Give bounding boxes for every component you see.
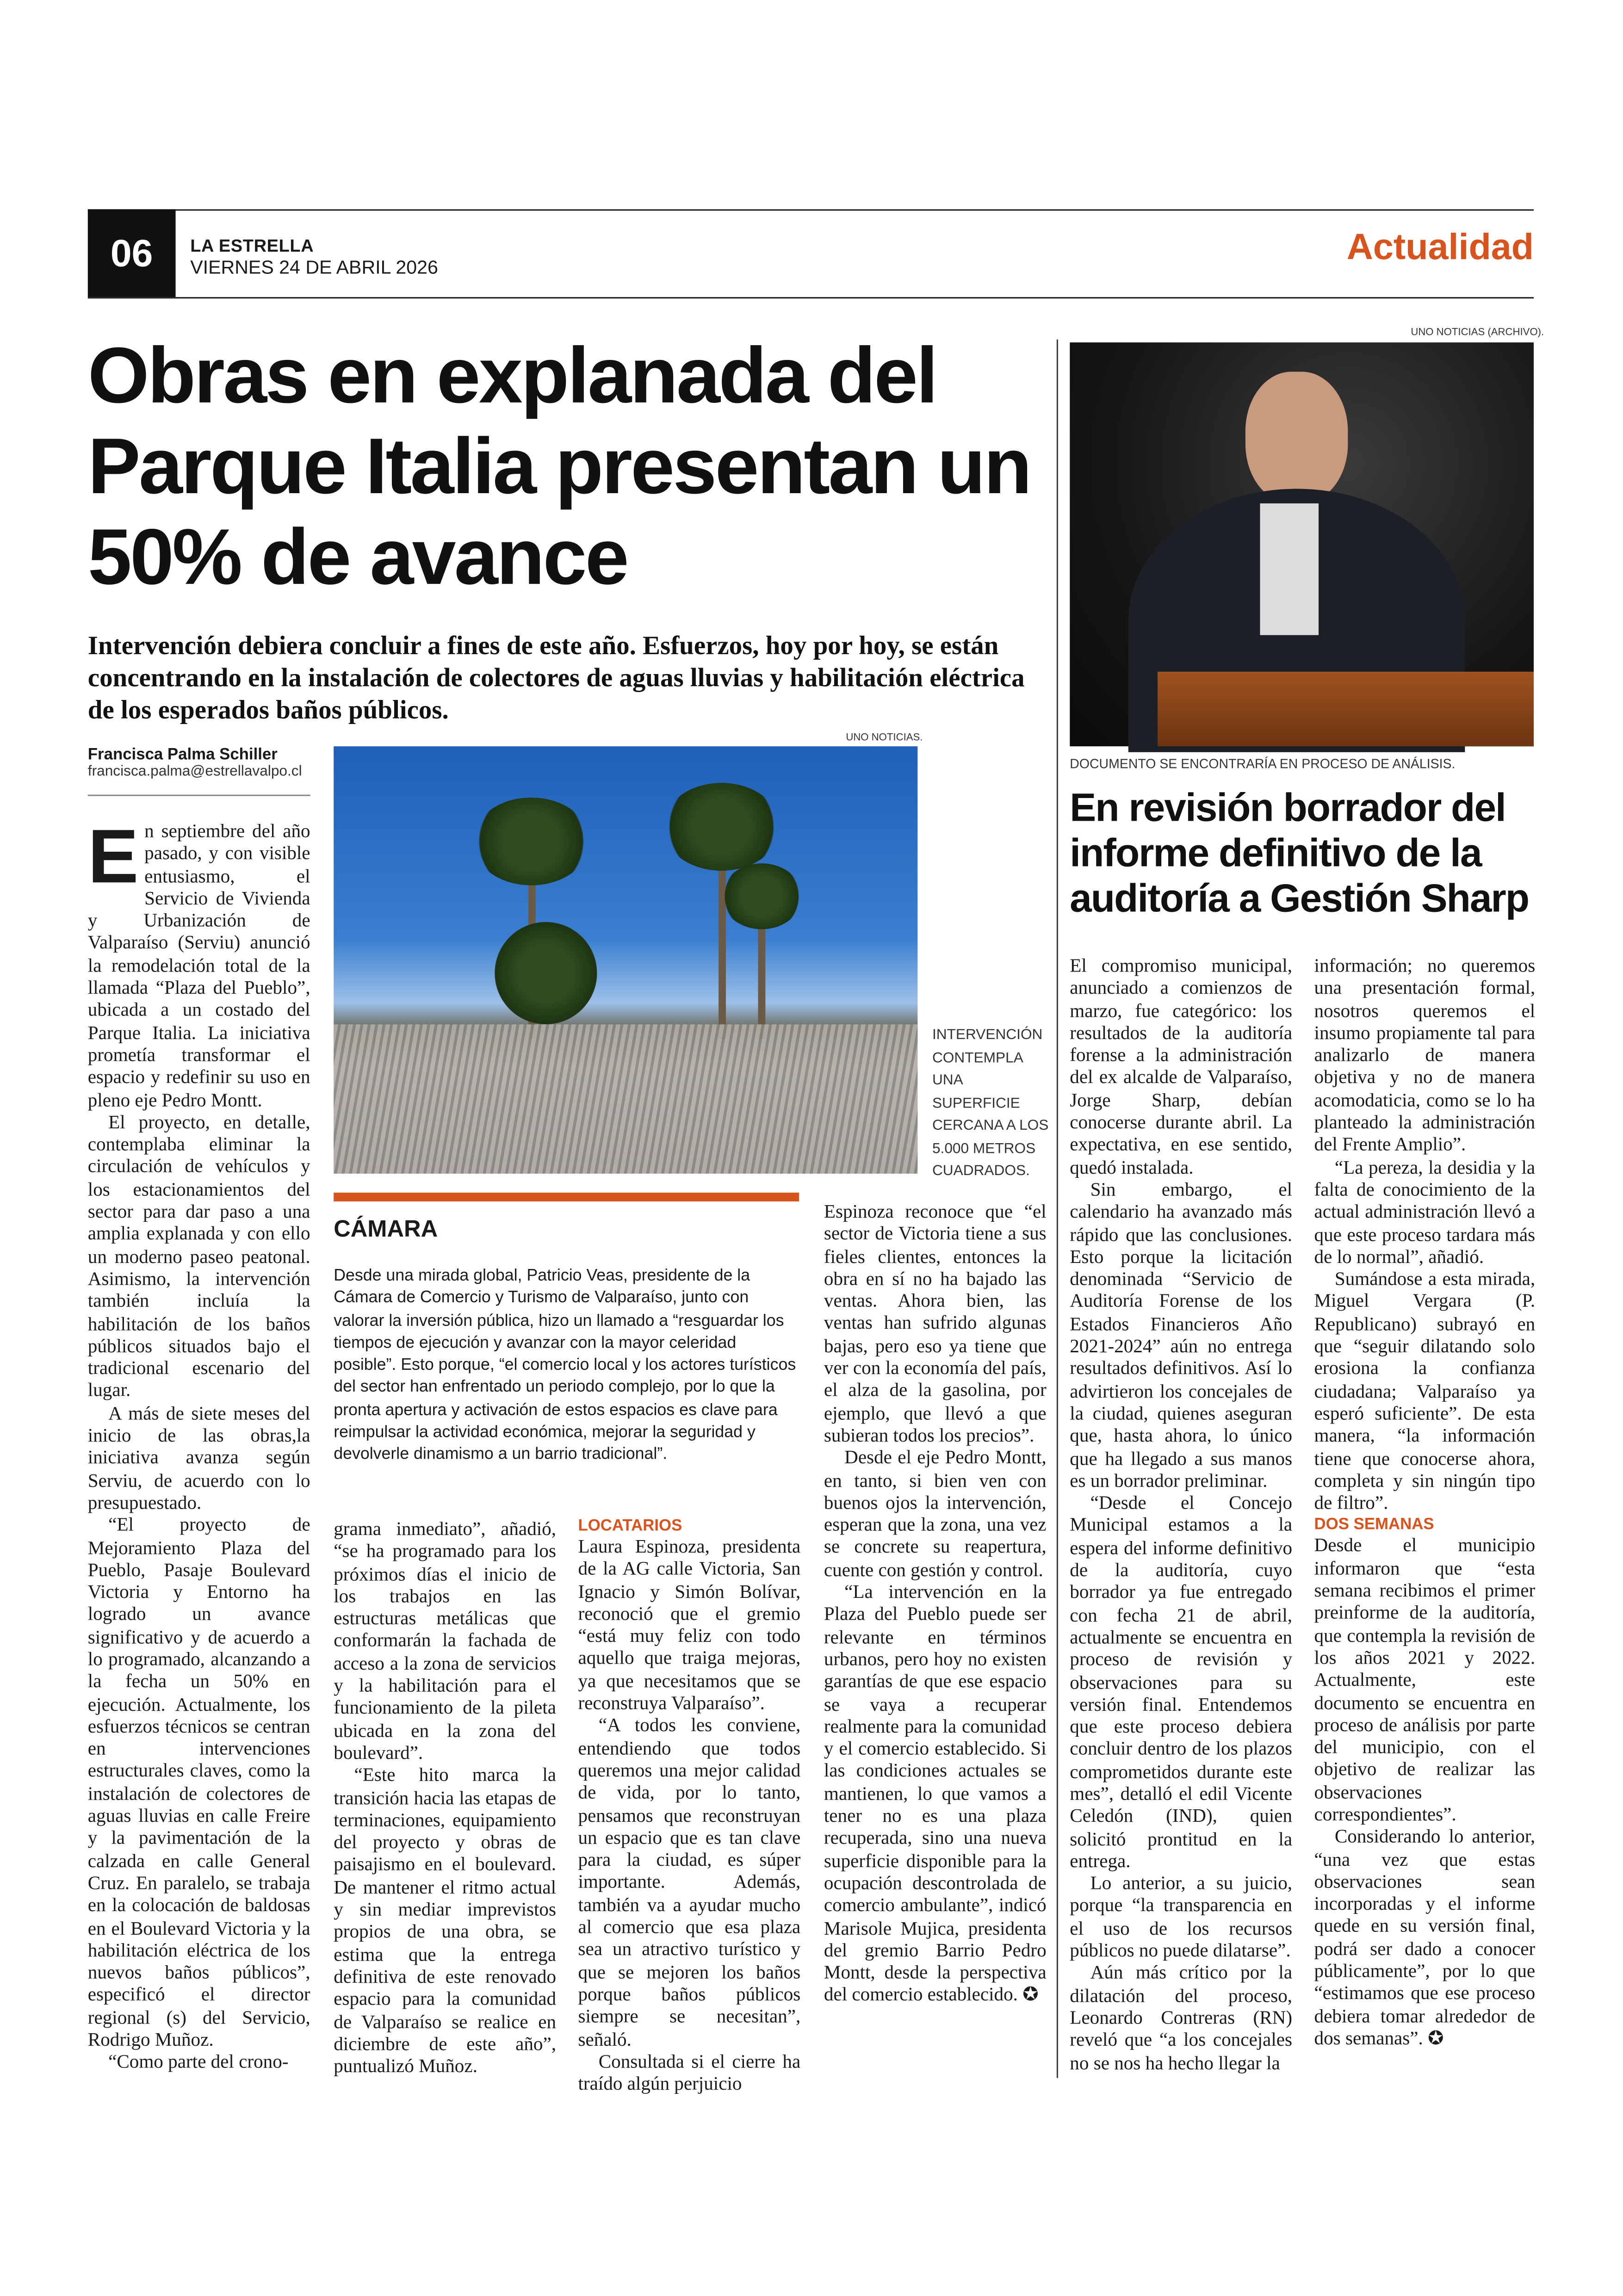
- paragraph-list: [1070, 954, 1292, 2073]
- paragraph: “La intervención en la Plaza del Pueblo puede ser relevante en términos urbanos, pero hoy no existen garantías de que ese espacio se vaya a recuperar realmente para la comunidad y el comercio establecido. Si las condiciones actuales se mantienen, lo que vamos a tener no es una plaza recuperada, sino una nueva superficie disponible para la ocupación descontrolada de comercio ambulante”, indicó Marisole Mujica, presidenta del gremio Barrio Pedro Montt, desde la perspectiva del comercio establecido. ✪: [824, 1580, 1047, 2005]
- box-accent-bar: [334, 1193, 799, 1201]
- paragraph-list: [334, 1517, 556, 2077]
- paper-name: LA ESTRELLA: [190, 235, 314, 256]
- paragraph: “Como parte del crono-: [108, 2050, 289, 2073]
- paragraph-list: [578, 1535, 800, 2095]
- paragraph-list: [1314, 954, 1536, 1514]
- paragraph: Considerando lo anterior, “una vez que estas observaciones sean incorporadas y el informe quede en su versión final, podrá ser dado a conocer públicamente”, por lo que “estimamos que ese proceso debiera tomar alrededor de dos semanas”. ✪: [1314, 1825, 1536, 2049]
- plaza-photo: [334, 746, 917, 1174]
- side-column-1: [1070, 954, 1292, 2081]
- paragraph: Espinoza reconoce que “el sector de Victoria tiene a sus fieles clientes, entonces la obra en sí no ha bajado las ventas. Ahora bien, las ventas han sufrido algunas bajas, pero eso ya tiene que ver con la economía del país, el alza de la gasolina, por ejemplo, que llevó a que subieran todos los precios”.: [824, 1200, 1047, 1446]
- paragraph: información; no queremos una presentación formal, nosotros queremos el insumo propiamente tal para analizarlo de manera objetiva y no de manera acomodaticia, como se lo ha planteado la administración del Frente Amplio”.: [1314, 954, 1536, 1155]
- box-title: CÁMARA: [334, 1217, 438, 1243]
- paragraph: Lo anterior, a su juicio, porque “la transparencia en el uso de los recursos públicos no puede dilatarse”.: [1070, 1872, 1293, 1961]
- main-column-1: [87, 815, 310, 2081]
- paragraph: Sin embargo, el calendario ha avanzado más rápido que las conclusiones. Esto porque la licitación denominada “Servicio de Auditoría Forense de los Estados Financieros Año 2021-2024” aún no entrega resultados definitivos. Así lo advirtieron los concejales de la ciudad, quienes aseguran que, hasta ahora, lo único que ha llegado a sus manos es un borrador preliminar.: [1070, 1178, 1293, 1491]
- byline-name: Francisca Palma Schiller: [87, 746, 278, 764]
- byline-email[interactable]: francisca.palma@estrellavalpo.cl: [87, 764, 302, 780]
- paragraph: Desde el municipio informaron que “esta semana recibimos el primer preinforme de la auditoría, que contempla la revisión de los años 2021 y 2022. Actualmente, este documento se encuentra en proceso de análisis por parte del municipio, con el objetivo de realizar las observaciones correspondientes”.: [1314, 1534, 1536, 1825]
- main-column-3: [578, 1515, 801, 2094]
- main-column-4: [824, 1200, 1047, 2081]
- paragraph: El compromiso municipal, anunciado a comienzos de marzo, fue categórico: los resultados de la auditoría forense a la administración del ex alcalde de Valparaíso, Jorge Sharp, debían conocerse durante abril. La expectativa, en ese sentido, quedó instalada.: [1070, 954, 1293, 1178]
- top-rule: [88, 209, 1534, 210]
- subheading-dos-semanas: DOS SEMANAS: [1314, 1516, 1434, 1535]
- paragraph: “Desde el Concejo Municipal estamos a la espera del informe definitivo de la auditoría, cuyo borrador ya fue entregado con fecha 21 de abril, actualmente se encuentra en proceso de revisión y observaciones para su versión final. Entendemos que este proceso debiera concluir dentro de los plazos comprometidos durante este mes”, detalló el edil Vicente Celedón (IND), quien solicitó prontitud en la entrega.: [1070, 1491, 1293, 1872]
- side-photo-credit: UNO NOTICIAS (ARCHIVO).: [1411, 328, 1544, 338]
- speaker-photo-caption: DOCUMENTO SE ENCONTRARÍA EN PROCESO DE ANÁLISIS.: [1070, 756, 1456, 772]
- byline-divider: [88, 795, 310, 796]
- subheading-locatarios: LOCATARIOS: [578, 1517, 682, 1535]
- main-subhead: Intervención debiera concluir a fines de este año. Esfuerzos, hoy por hoy, se están concentrando en la instalación de colectores de aguas lluvias y habilitación eléctrica de los esperados baños públicos.: [87, 631, 1025, 724]
- photo-credit: UNO NOTICIAS.: [846, 733, 923, 743]
- main-column-2: [334, 1517, 556, 2081]
- paragraph: “Este hito marca la transición hacia las etapas de terminaciones, equipamiento del proyecto y obras de paisajismo en el boulevard. De mantener el ritmo actual y sin mediar imprevistos propios de una obra, se estima que la entrega definitiva de este renovado espacio para la comunidad de Valparaíso se realice en diciembre de este año”, puntualizó Muñoz.: [334, 1764, 557, 2077]
- issue-date: VIERNES 24 DE ABRIL 2026: [190, 256, 438, 278]
- header-bottom-rule: [88, 297, 1534, 298]
- dropcap: E: [87, 815, 139, 900]
- paragraph: “El proyecto de Mejoramiento Plaza del Pueblo, Pasaje Boulevard Victoria y Entorno ha logrado un avance significativo y de acuerdo a lo programado, alcanzando a la fecha un 50% en ejecución. Actualmente, los esfuerzos técnicos se centran en intervenciones estructurales claves, como la instalación de colectores de aguas lluvias en calle Freire y la pavimentación de la calzada en calle General Cruz. En paralelo, se trabaja en la colocación de baldosas en el Boulevard Victoria y la habilitación eléctrica de los nuevos baños públicos”, especificó el director regional (s) del Servicio, Rodrigo Muñoz.: [87, 1513, 310, 2050]
- box-text: Desde una mirada global, Patricio Veas, presidente de la Cámara de Comercio y Turismo de Valparaíso, junto con valorar la inversión pública, hizo un llamado a “resguardar los tiempos de ejecución y avanzar con la mayor celeridad posible”. Esto porque, “el comercio local y los actores turísticos del sector han enfrentado un periodo complejo, por lo que la pronta apertura y activación de estos espacios es clave para reimpulsar la actividad económica, mejorar la seguridad y devolverle dinamismo a un barrio tradicional”.: [334, 1267, 796, 1464]
- paragraph: El proyecto, en detalle, contemplaba eliminar la circulación de vehículos y los estacionamientos del sector para dar paso a una amplia explanada y con ello un moderno paseo peatonal. Asimismo, la intervención también incluía la habilitación de los baños públicos situados bajo el tradicional escenario del lugar.: [87, 1110, 310, 1401]
- column-divider: [1057, 340, 1058, 2078]
- paragraph: “A todos les conviene, entendiendo que todos queremos una mejor calidad de vida, por lo tanto, pensamos que reconstruyan un espacio que es tan clave para la ciudad, es súper importante. Además, también va a ayudar mucho al comercio que esa plaza sea un atractivo turístico y que se mejoren los baños porque baños públicos siempre se necesitan”, señaló.: [578, 1714, 801, 2050]
- paragraph: “La pereza, la desidia y la falta de conocimiento de la actual administración llevó a que este proceso tardara más de lo normal”, añadió.: [1314, 1155, 1536, 1267]
- paragraph: Desde el eje Pedro Montt, en tanto, si bien ven con buenos ojos la intervención, esperan que la zona, una vez se concrete su reapertura, cuente con gestión y control.: [824, 1446, 1047, 1580]
- speaker-photo: [1070, 342, 1534, 746]
- paragraph: Laura Espinoza, presidenta de la AG calle Victoria, San Ignacio y Simón Bolívar, reconoció que el gremio “está muy feliz con todo aquello que traiga mejoras, ya que necesitamos que se reconstruya Valparaíso”.: [578, 1535, 801, 1714]
- section-label: Actualidad: [1346, 227, 1534, 268]
- plaza-photo-caption: INTERVENCIÓN CONTEMPLA UNA SUPERFICIE CERCANA A LOS 5.000 METROS CUADRADOS.: [932, 1027, 1049, 1180]
- side-headline: En revisión borrador del informe definitivo de la auditoría a Gestión Sharp: [1070, 786, 1529, 921]
- paragraph-list: [1314, 1534, 1536, 2049]
- main-headline: Obras en explanada del Parque Italia presentan un 50% de avance: [87, 332, 1030, 602]
- paragraph: A más de siete meses del inicio de las obras,la iniciativa avanza según Serviu, de acuerdo con lo presupuestado.: [87, 1401, 310, 1513]
- paragraph: grama inmediato”, añadió, “se ha programado para los próximos días el inicio de los trabajos en las estructuras metálicas que conformarán la fachada de acceso a la zona de servicios y la habilitación para el funcionamiento de la pileta ubicada en la zona del boulevard”.: [334, 1517, 557, 1764]
- page-number: 06: [88, 209, 176, 297]
- paragraph: Aún más crítico por la dilatación del proceso, Leonardo Contreras (RN) reveló que “a los concejales no se nos ha hecho llegar la: [1070, 1961, 1293, 2073]
- paragraph: Consultada si el cierre ha traído algún perjuicio: [578, 2050, 801, 2094]
- paragraph: Sumándose a esta mirada, Miguel Vergara (P. Republicano) subrayó en que “seguir dilatando solo erosiona la confianza ciudadana; Valparaíso ya esperó suficiente”. De esta manera, “la información tiene que conocerse ahora, completa y sin ningún tipo de filtro”.: [1314, 1267, 1536, 1514]
- camara-sidebar-box: [334, 1193, 799, 1478]
- paragraph: n septiembre del año pasado, y con visible entusiasmo, el Servicio de Vivienda y Urbanización de Valparaíso (Serviu) anunció la remodelación total de la llamada “Plaza del Pueblo”, ubicada a un costado del Parque Italia. La iniciativa prometía transformar el espacio y redefinir su uso en pleno eje Pedro Montt.: [87, 819, 310, 1110]
- paragraph-list: [87, 815, 310, 2073]
- side-column-2: [1314, 954, 1536, 2081]
- paragraph-list: [824, 1200, 1047, 2006]
